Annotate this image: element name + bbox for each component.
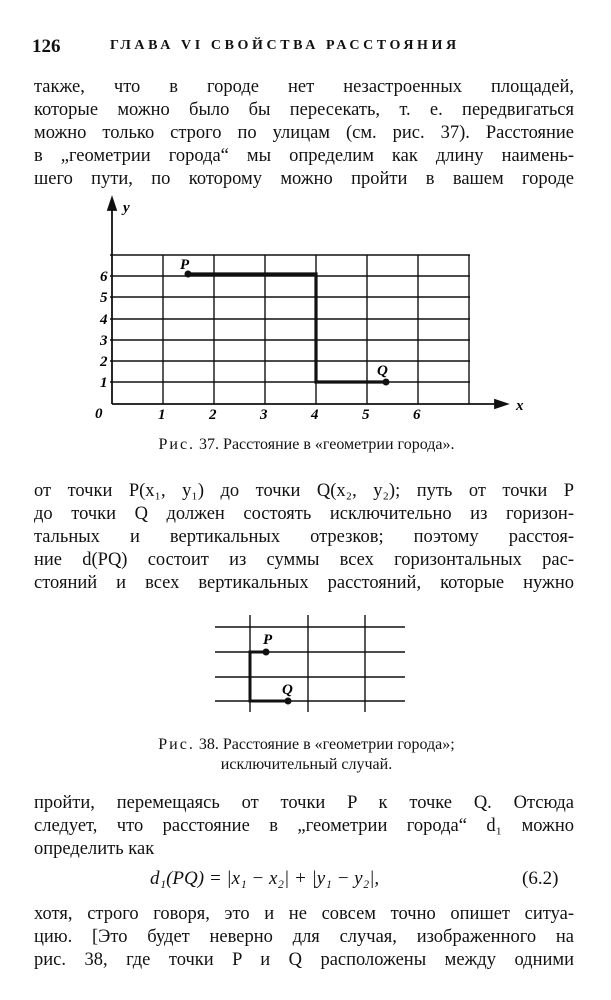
- y-tick-label: 4: [100, 312, 108, 328]
- y-axis-label: y: [123, 200, 130, 216]
- caption-line: исключительный случай.: [220, 756, 393, 773]
- paragraph-1: [34, 76, 574, 191]
- text-line: которые можно было бы пересекать, т. е. передвигаться: [34, 100, 574, 120]
- y-axis-arrow: [108, 198, 116, 210]
- caption-line: [34, 735, 579, 755]
- y-tick-label: 2: [100, 354, 108, 370]
- path-p-to-q: [188, 274, 386, 382]
- y-tick-label: 6: [100, 269, 108, 285]
- paragraph-3: [34, 792, 574, 861]
- paragraph-4: [34, 903, 574, 972]
- point-q-label: Q: [377, 363, 388, 379]
- text-line: от точки P(x₁, y₁) до точки Q(x₂, y₂); путь от точки P: [34, 481, 574, 501]
- caption-text: 38. Расстояние в «геометрии города»;: [198, 736, 455, 753]
- chapter-title: ГЛАВА VI СВОЙСТВА РАССТОЯНИЯ: [110, 38, 460, 53]
- text-line: в „геометрии города“ мы определим как длину наимень-: [34, 146, 574, 166]
- text-line: также, что в городе нет незастроенных площадей,: [34, 77, 574, 97]
- point-q: [383, 379, 390, 386]
- point-p-label: P: [180, 257, 190, 273]
- point-q: [285, 698, 292, 705]
- paragraph-2: [34, 480, 574, 595]
- text-line: до точки Q должен состоять исключительно из горизон-: [34, 504, 574, 524]
- origin-label: 0: [95, 406, 103, 422]
- figure-38: [0, 610, 611, 720]
- x-tick-label: 1: [158, 407, 166, 423]
- text-line: ние d(PQ) состоит из суммы всех горизонтальных рас-: [34, 550, 574, 570]
- point-p-label: P: [263, 632, 273, 648]
- x-tick-label: 3: [260, 407, 268, 423]
- text-line: рис. 38, где точки P и Q расположены между одними: [34, 950, 574, 970]
- text-line: стояний и всех вертикальных расстояний, которые нужно: [34, 573, 574, 593]
- x-axis-label: x: [516, 398, 524, 414]
- caption-prefix: Рис.: [158, 736, 195, 753]
- x-tick-label: 4: [311, 407, 319, 423]
- y-tick-label: 3: [100, 333, 108, 349]
- y-tick-label: 1: [100, 375, 108, 391]
- point-p: [263, 649, 270, 656]
- text-line: пройти, перемещаясь от точки P к точке Q. Отсюда: [34, 793, 574, 813]
- caption-prefix: Рис.: [158, 436, 196, 453]
- equation-number: (6.2): [522, 868, 559, 889]
- figure-37: [0, 195, 611, 425]
- text-line: можно только строго по улицам (см. рис. 37). Расстояние: [34, 123, 574, 143]
- x-axis-arrow: [495, 400, 507, 408]
- text-line: цию. [Это будет неверно для случая, изображенного на: [34, 927, 574, 947]
- x-tick-label: 6: [413, 407, 421, 423]
- x-tick-label: 5: [362, 407, 370, 423]
- text-line: хотя, строго говоря, это и не совсем точно опишет ситуа-: [34, 904, 574, 924]
- formula: d₁(PQ) = |x₁ − x₂| + |y₁ − y₂|,: [150, 868, 380, 889]
- text-line: определить как: [34, 839, 155, 859]
- caption-text: 37. Расстояние в «геометрии города».: [199, 436, 455, 453]
- text-line: тальных и вертикальных отрезков; поэтому расстоя-: [34, 527, 574, 547]
- point-q-label: Q: [282, 682, 293, 698]
- figure-37-caption: [34, 435, 579, 455]
- figure-38-caption: [34, 735, 579, 775]
- y-tick-label: 5: [100, 290, 108, 306]
- x-tick-label: 2: [209, 407, 217, 423]
- text-line: шего пути, по которому можно пройти в вашем городе: [34, 169, 574, 189]
- text-line: следует, что расстояние в „геометрии города“ d₁ можно: [34, 816, 574, 836]
- page-number: 126: [32, 36, 61, 57]
